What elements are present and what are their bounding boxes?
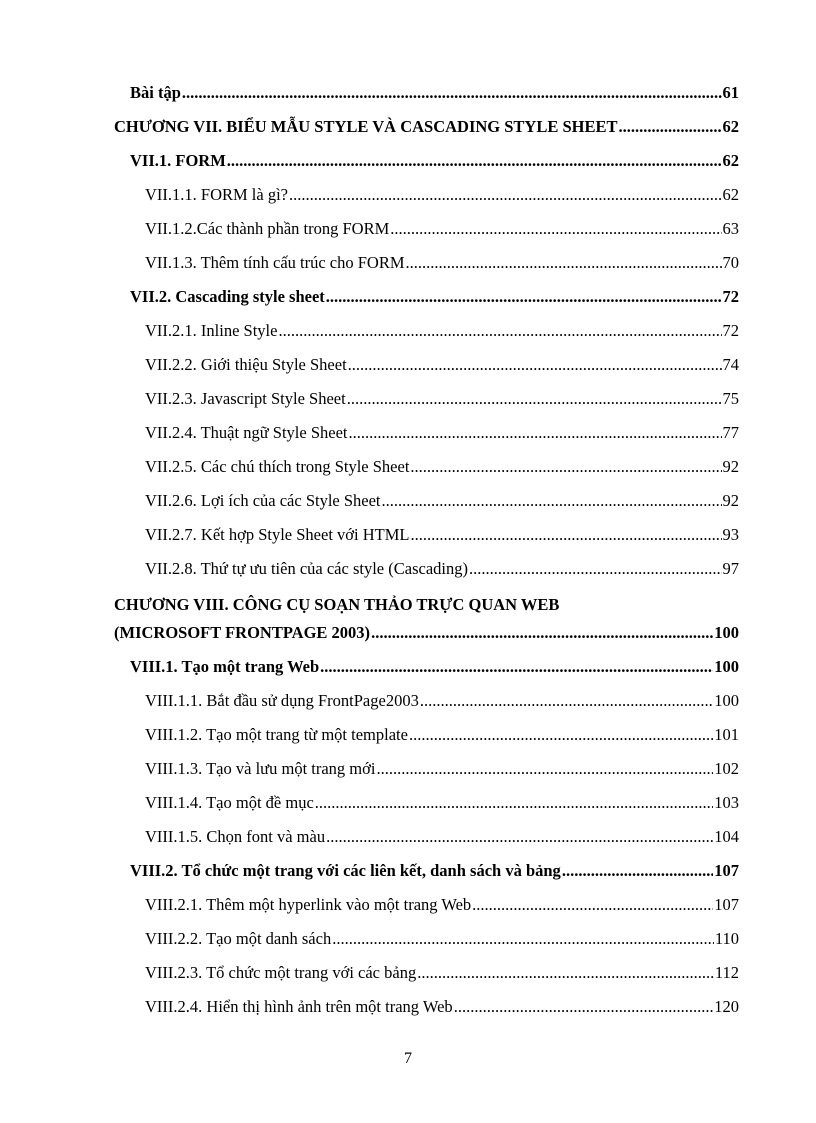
- toc-entry-page: 62: [722, 117, 739, 136]
- dot-leader: [390, 214, 721, 244]
- toc-entry-label: VIII.1.1. Bắt đầu sử dụng FrontPage2003: [145, 691, 419, 710]
- dot-leader: [619, 112, 722, 142]
- toc-entry-page: 97: [722, 559, 739, 578]
- toc-entry-label: VIII.2. Tổ chức một trang với các liên kết, danh sách và bảng: [130, 861, 561, 880]
- toc-entry-label: VIII.1.2. Tạo một trang từ một template: [145, 725, 408, 744]
- toc-section[interactable]: [130, 146, 739, 176]
- toc-entry-page: 74: [722, 355, 739, 374]
- toc-entry-label: VIII.2.2. Tạo một danh sách: [145, 929, 332, 948]
- toc-entry-label: VII.2.5. Các chú thích trong Style Sheet: [145, 457, 410, 476]
- toc-entry[interactable]: [130, 78, 739, 108]
- toc-entry-label: VII.1.2.Các thành phần trong FORM: [145, 219, 390, 238]
- toc-entry-label: VII.1.3. Thêm tính cấu trúc cho FORM: [145, 253, 405, 272]
- dot-leader: [289, 180, 722, 210]
- toc-entry-label: (MICROSOFT FRONTPAGE 2003): [114, 623, 371, 642]
- dot-leader: [420, 686, 713, 716]
- toc-subsection[interactable]: [145, 214, 739, 244]
- toc-entry-page: 103: [714, 793, 739, 812]
- dot-leader: [315, 788, 713, 818]
- dot-leader: [182, 78, 722, 108]
- toc-entry-page: 70: [722, 253, 739, 272]
- toc-entry-label: VIII.2.1. Thêm một hyperlink vào một trang Web: [145, 895, 472, 914]
- dot-leader: [347, 384, 722, 414]
- toc-entry-label: CHƯƠNG VII. BIỂU MẪU STYLE VÀ CASCADING STYLE SHEET: [114, 117, 618, 136]
- toc-subsection[interactable]: [145, 924, 739, 954]
- toc-entry-page: 100: [714, 691, 739, 710]
- toc-entry-label: VII.1.1. FORM là gì?: [145, 185, 288, 204]
- toc-entry-label: VII.1. FORM: [130, 151, 226, 170]
- toc-subsection[interactable]: [145, 248, 739, 278]
- toc-entry-page: 72: [722, 287, 739, 306]
- toc-entry-label: VII.2.4. Thuật ngữ Style Sheet: [145, 423, 348, 442]
- dot-leader: [472, 890, 713, 920]
- dot-leader: [410, 520, 721, 550]
- toc-subsection[interactable]: [145, 788, 739, 818]
- toc-entry-page: 62: [722, 151, 739, 170]
- dot-leader: [410, 452, 721, 482]
- toc-subsection[interactable]: [145, 180, 739, 210]
- toc-section[interactable]: [130, 652, 739, 682]
- dot-leader: [326, 282, 722, 312]
- toc-subsection[interactable]: [145, 418, 739, 448]
- toc-subsection[interactable]: [145, 822, 739, 852]
- toc-entry-label: VIII.1.5. Chọn font và màu: [145, 827, 326, 846]
- toc-entry-page: 62: [722, 185, 739, 204]
- dot-leader: [406, 248, 722, 278]
- dot-leader: [371, 618, 713, 648]
- dot-leader: [332, 924, 714, 954]
- toc-entry-label: VIII.1.3. Tạo và lưu một trang mới: [145, 759, 376, 778]
- toc-entry-page: 92: [722, 457, 739, 476]
- dot-leader: [278, 316, 721, 346]
- toc-entry-page: 110: [714, 929, 739, 948]
- toc-subsection[interactable]: [145, 686, 739, 716]
- dot-leader: [376, 754, 713, 784]
- toc-section[interactable]: [130, 282, 739, 312]
- dot-leader: [326, 822, 713, 852]
- toc-entry-label: VII.2. Cascading style sheet: [130, 287, 325, 306]
- dot-leader: [417, 958, 714, 988]
- toc-subsection[interactable]: [145, 316, 739, 346]
- toc-entry-label: VIII.1. Tạo một trang Web: [130, 657, 320, 676]
- toc-subsection[interactable]: [145, 958, 739, 988]
- toc-entry-label: VII.2.6. Lợi ích của các Style Sheet: [145, 491, 381, 510]
- toc-subsection[interactable]: [145, 520, 739, 550]
- dot-leader: [382, 486, 722, 516]
- toc-entry-label: VII.2.2. Giới thiệu Style Sheet: [145, 355, 347, 374]
- toc-chapter-title-line[interactable]: CHƯƠNG VIII. CÔNG CỤ SOẠN THẢO TRỰC QUAN WEB: [114, 595, 560, 614]
- toc-entry-page: 101: [714, 725, 739, 744]
- toc-entry-page: 63: [722, 219, 739, 238]
- toc-entry-page: 104: [714, 827, 739, 846]
- toc-entry-page: 112: [714, 963, 739, 982]
- toc-entry-page: 100: [714, 657, 739, 676]
- toc-entry-label: VIII.2.3. Tổ chức một trang với các bảng: [145, 963, 417, 982]
- toc-subsection[interactable]: [145, 890, 739, 920]
- toc-entry-page: 107: [714, 895, 739, 914]
- dot-leader: [409, 720, 713, 750]
- toc-entry-page: 72: [722, 321, 739, 340]
- toc-subsection[interactable]: [145, 992, 739, 1022]
- toc-entry-label: Bài tập: [130, 83, 181, 102]
- toc-entry-label: VIII.1.4. Tạo một đề mục: [145, 793, 314, 812]
- dot-leader: [454, 992, 714, 1022]
- toc-entry-page: 77: [722, 423, 739, 442]
- toc-entry-page: 107: [714, 861, 739, 880]
- toc-entry-label: VII.2.7. Kết hợp Style Sheet với HTML: [145, 525, 410, 544]
- toc-entry-label: VII.2.3. Javascript Style Sheet: [145, 389, 346, 408]
- toc-chapter[interactable]: [114, 618, 739, 648]
- page-number: 7: [404, 1050, 412, 1067]
- toc-entry-label: VIII.2.4. Hiển thị hình ảnh trên một trang Web: [145, 997, 453, 1016]
- toc-entry-page: 61: [722, 83, 739, 102]
- toc-subsection[interactable]: [145, 350, 739, 380]
- toc-subsection[interactable]: [145, 452, 739, 482]
- toc-entry-page: 93: [722, 525, 739, 544]
- toc-entry-page: 75: [722, 389, 739, 408]
- toc-entry-page: 100: [714, 623, 739, 642]
- toc-subsection[interactable]: [145, 754, 739, 784]
- dot-leader: [227, 146, 722, 176]
- toc-subsection[interactable]: [145, 554, 739, 584]
- toc-entry-page: 102: [714, 759, 739, 778]
- toc-subsection[interactable]: [145, 384, 739, 414]
- toc-entry-page: 120: [714, 997, 739, 1016]
- dot-leader: [320, 652, 713, 682]
- toc-subsection[interactable]: [145, 720, 739, 750]
- toc-entry-label: VII.2.1. Inline Style: [145, 321, 278, 340]
- toc-section[interactable]: [130, 856, 739, 886]
- dot-leader: [562, 856, 713, 886]
- toc-chapter[interactable]: [114, 112, 739, 142]
- toc-subsection[interactable]: [145, 486, 739, 516]
- toc-entry-label: VII.2.8. Thứ tự ưu tiên của các style (Cascading): [145, 559, 468, 578]
- dot-leader: [349, 418, 722, 448]
- toc-entry-page: 92: [722, 491, 739, 510]
- dot-leader: [469, 554, 722, 584]
- dot-leader: [348, 350, 722, 380]
